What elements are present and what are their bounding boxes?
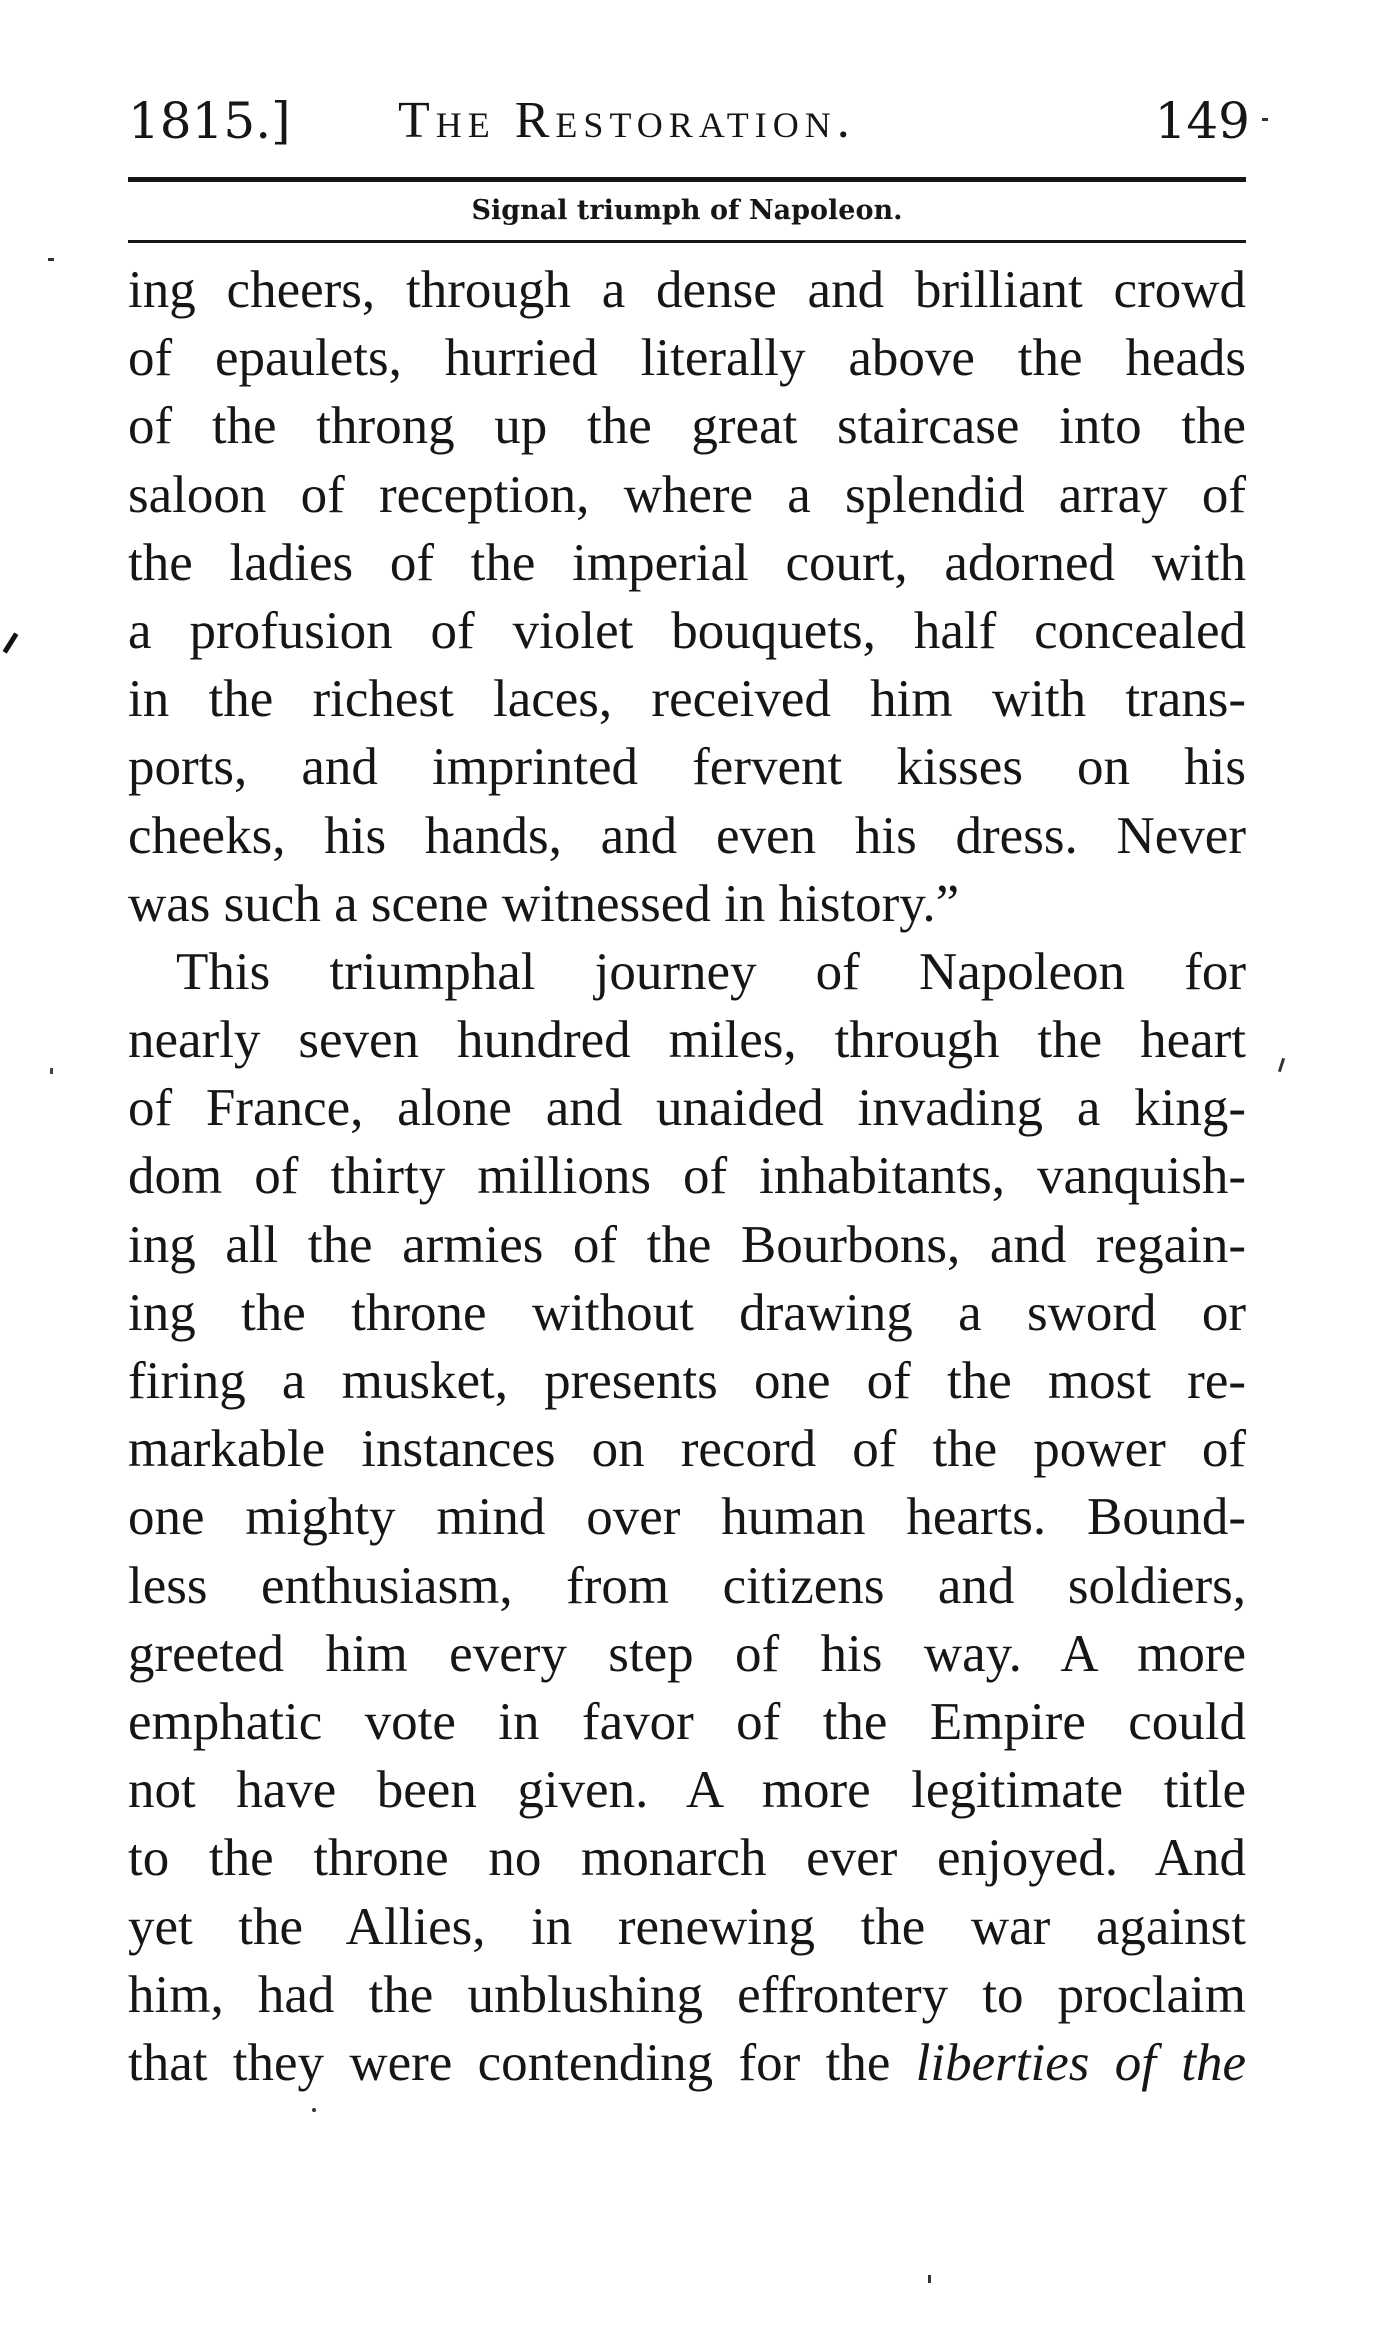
print-speck-mark xyxy=(48,258,54,261)
text-line: greeted him every step of his way. A more xyxy=(128,1624,1246,1683)
print-speck-mark xyxy=(1262,118,1268,121)
text-line: not have been given. A more legitimate title xyxy=(128,1761,1246,1820)
print-speck-mark xyxy=(50,1068,53,1074)
text-line: less enthusiasm, from citizens and soldiers, xyxy=(128,1556,1246,1615)
running-head xyxy=(128,86,1258,156)
page-number: 149 xyxy=(1154,92,1250,150)
text-line: a profusion of violet bouquets, half concealed xyxy=(128,601,1246,660)
text-line-final xyxy=(128,2029,1246,2097)
print-speck-mark xyxy=(928,2275,931,2283)
text-line: ing the throne without drawing a sword or xyxy=(128,1283,1246,1342)
text-line: dom of thirty millions of inhabitants, vanquish- xyxy=(128,1147,1246,1206)
text-line: in the richest laces, received him with trans- xyxy=(128,670,1246,729)
text-line: of epaulets, hurried literally above the heads xyxy=(128,329,1246,388)
header-title: The Restoration. xyxy=(398,92,856,149)
text-line: one mighty mind over human hearts. Bound- xyxy=(128,1488,1246,1547)
text-line: yet the Allies, in renewing the war against xyxy=(128,1897,1246,1956)
text-line: markable instances on record of the power of xyxy=(128,1420,1246,1479)
text-line: cheeks, his hands, and even his dress. Never xyxy=(128,806,1246,865)
section-subheading: Signal triumph of Napoleon. xyxy=(471,195,903,226)
text-line: the ladies of the imperial court, adorned with xyxy=(128,533,1246,592)
final-line-text: that they were contending for the xyxy=(128,2033,916,2092)
text-line: to the throne no monarch ever enjoyed. And xyxy=(128,1829,1246,1888)
print-speck-mark xyxy=(1278,1058,1285,1072)
text-line: him, had the unblushing effrontery to proclaim xyxy=(128,1965,1246,2024)
text-line: ing cheers, through a dense and brilliant crowd xyxy=(128,261,1246,319)
paragraph-end-line: was such a scene witnessed in history.” xyxy=(128,874,960,933)
print-speck-mark xyxy=(3,632,19,653)
text-line: saloon of reception, where a splendid array of xyxy=(128,465,1246,524)
text-line: firing a musket, presents one of the most re- xyxy=(128,1352,1246,1410)
header-year: 1815.] xyxy=(128,92,291,150)
text-line: emphatic vote in favor of the Empire could xyxy=(128,1692,1246,1751)
body-text xyxy=(128,256,1246,2097)
final-line-italic: liberties of the xyxy=(915,2033,1246,2092)
text-line: of the throng up the great staircase into the xyxy=(128,397,1246,456)
header-rule-bottom xyxy=(128,240,1246,243)
text-line: of France, alone and unaided invading a king- xyxy=(128,1079,1246,1138)
print-speck-mark xyxy=(312,2108,316,2112)
header-rule-top xyxy=(128,177,1246,182)
text-line: ports, and imprinted fervent kisses on his xyxy=(128,738,1246,797)
text-line: nearly seven hundred miles, through the heart xyxy=(128,1011,1246,1070)
text-line: ing all the armies of the Bourbons, and regain- xyxy=(128,1215,1246,1274)
paragraph-first-line: This triumphal journey of Napoleon for xyxy=(176,942,1246,1001)
